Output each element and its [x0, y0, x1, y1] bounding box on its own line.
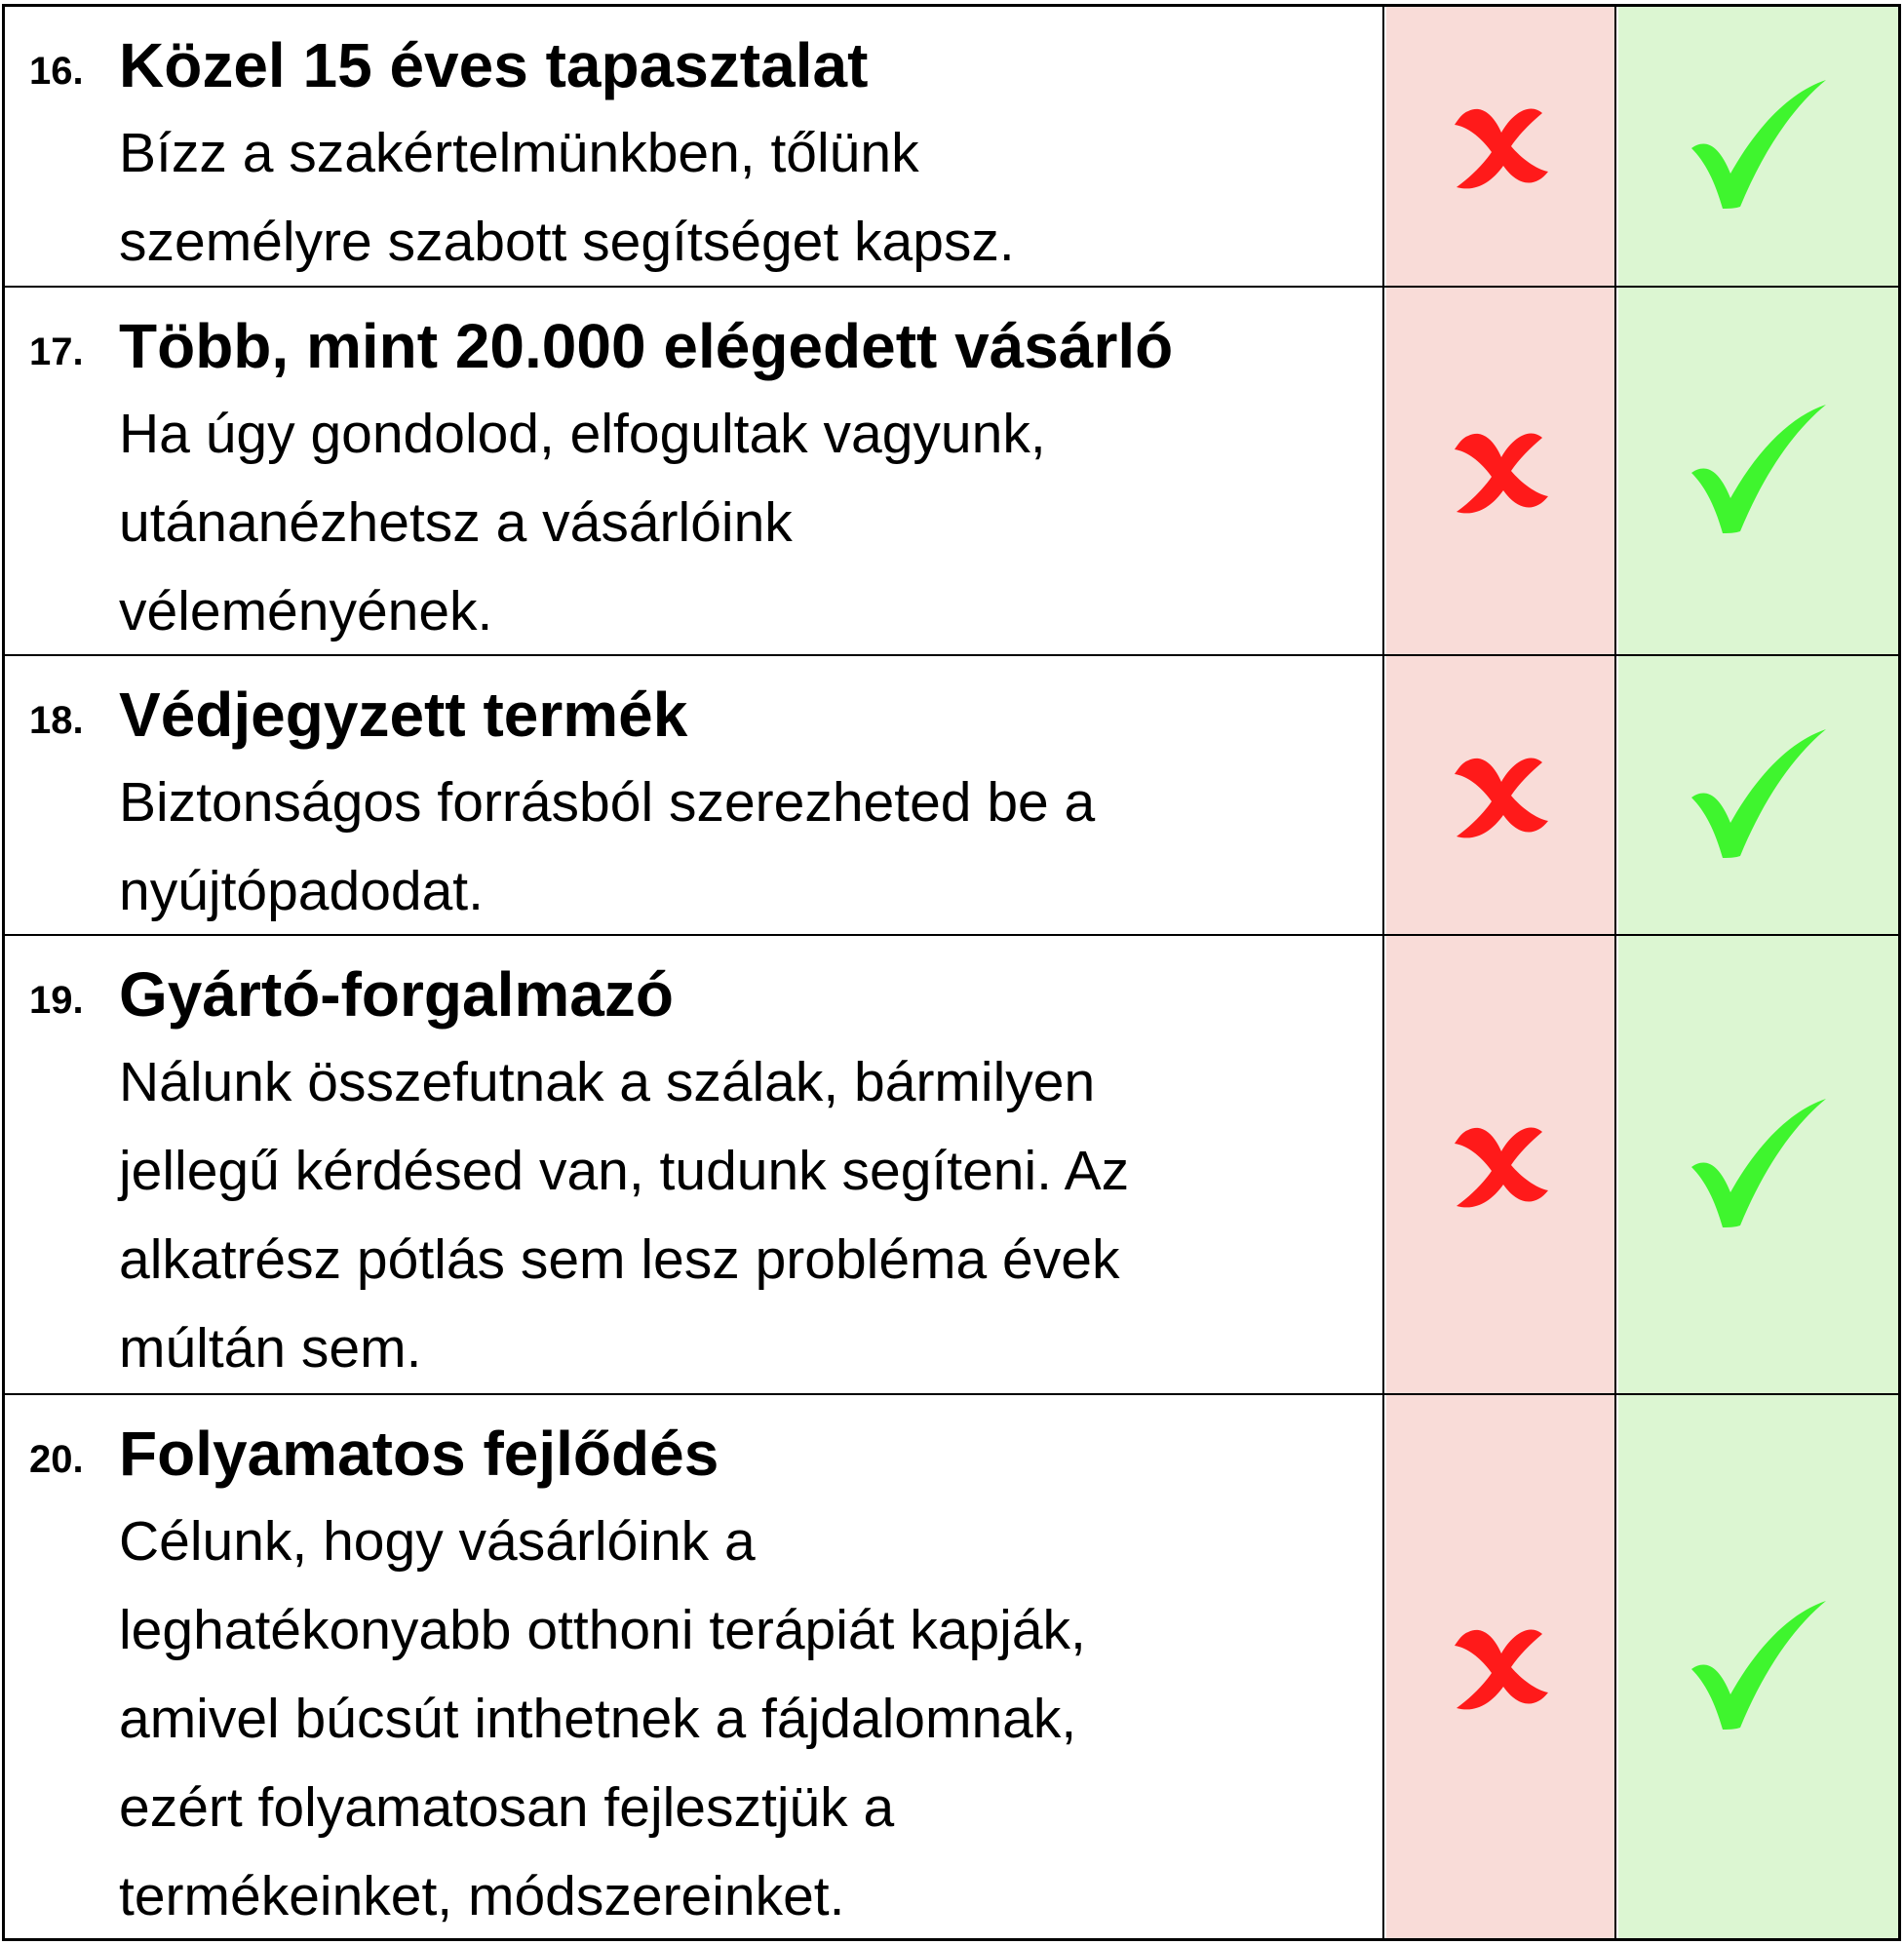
row-number: 18. [29, 699, 84, 742]
red-x-icon [1447, 747, 1554, 844]
feature-title: Gyártó-forgalmazó [119, 959, 674, 1030]
feature-cell [5, 7, 1384, 286]
table-row [5, 936, 1898, 1395]
feature-title: Folyamatos fejlődés [119, 1419, 719, 1489]
feature-title: Védjegyzett termék [119, 680, 688, 750]
our-product-cell [1618, 7, 1898, 286]
feature-description: Ha úgy gondolod, elfogultak vagyunk, utánanézhetsz a vásárlóink véleményének. [119, 403, 1046, 642]
feature-cell [5, 936, 1384, 1393]
green-check-icon [1686, 727, 1832, 864]
table-row [5, 288, 1898, 656]
row-number: 19. [29, 979, 84, 1022]
our-product-cell [1618, 936, 1898, 1393]
red-x-icon [1447, 97, 1554, 195]
red-x-icon [1447, 422, 1554, 520]
feature-cell [5, 656, 1384, 934]
feature-description: Bízz a szakértelmünkben, tőlünk személyre szabott segítséget kapsz. [119, 122, 1015, 273]
competitor-cell [1386, 656, 1616, 934]
green-check-icon [1686, 1599, 1832, 1735]
table-row [5, 7, 1898, 288]
competitor-cell [1386, 7, 1616, 286]
feature-title: Közel 15 éves tapasztalat [119, 30, 869, 100]
comparison-table [2, 4, 1901, 1941]
feature-cell [5, 1395, 1384, 1938]
our-product-cell [1618, 656, 1898, 934]
green-check-icon [1686, 78, 1832, 214]
competitor-cell [1386, 1395, 1616, 1938]
row-number: 16. [29, 50, 84, 93]
our-product-cell [1618, 288, 1898, 654]
red-x-icon [1447, 1618, 1554, 1716]
red-x-icon [1447, 1116, 1554, 1214]
feature-cell [5, 288, 1384, 654]
our-product-cell [1618, 1395, 1898, 1938]
feature-description: Célunk, hogy vásárlóink a leghatékonyabb otthoni terápiát kapják, amivel búcsút inthetnek a fájdalomnak, ezért folyamatosan fejlesztjük a termékeinket, módszereinket. [119, 1510, 1086, 1927]
green-check-icon [1686, 1097, 1832, 1233]
table-row [5, 1395, 1898, 1938]
table-row [5, 656, 1898, 936]
row-number: 20. [29, 1438, 84, 1481]
feature-title: Több, mint 20.000 elégedett vásárló [119, 311, 1174, 381]
row-number: 17. [29, 331, 84, 373]
feature-description: Biztonságos forrásból szerezheted be a nyújtópadodat. [119, 771, 1096, 922]
green-check-icon [1686, 403, 1832, 539]
competitor-cell [1386, 936, 1616, 1393]
competitor-cell [1386, 288, 1616, 654]
feature-description: Nálunk összefutnak a szálak, bármilyen jellegű kérdésed van, tudunk segíteni. Az alkatrész pótlás sem lesz probléma évek múltán sem. [119, 1051, 1130, 1380]
